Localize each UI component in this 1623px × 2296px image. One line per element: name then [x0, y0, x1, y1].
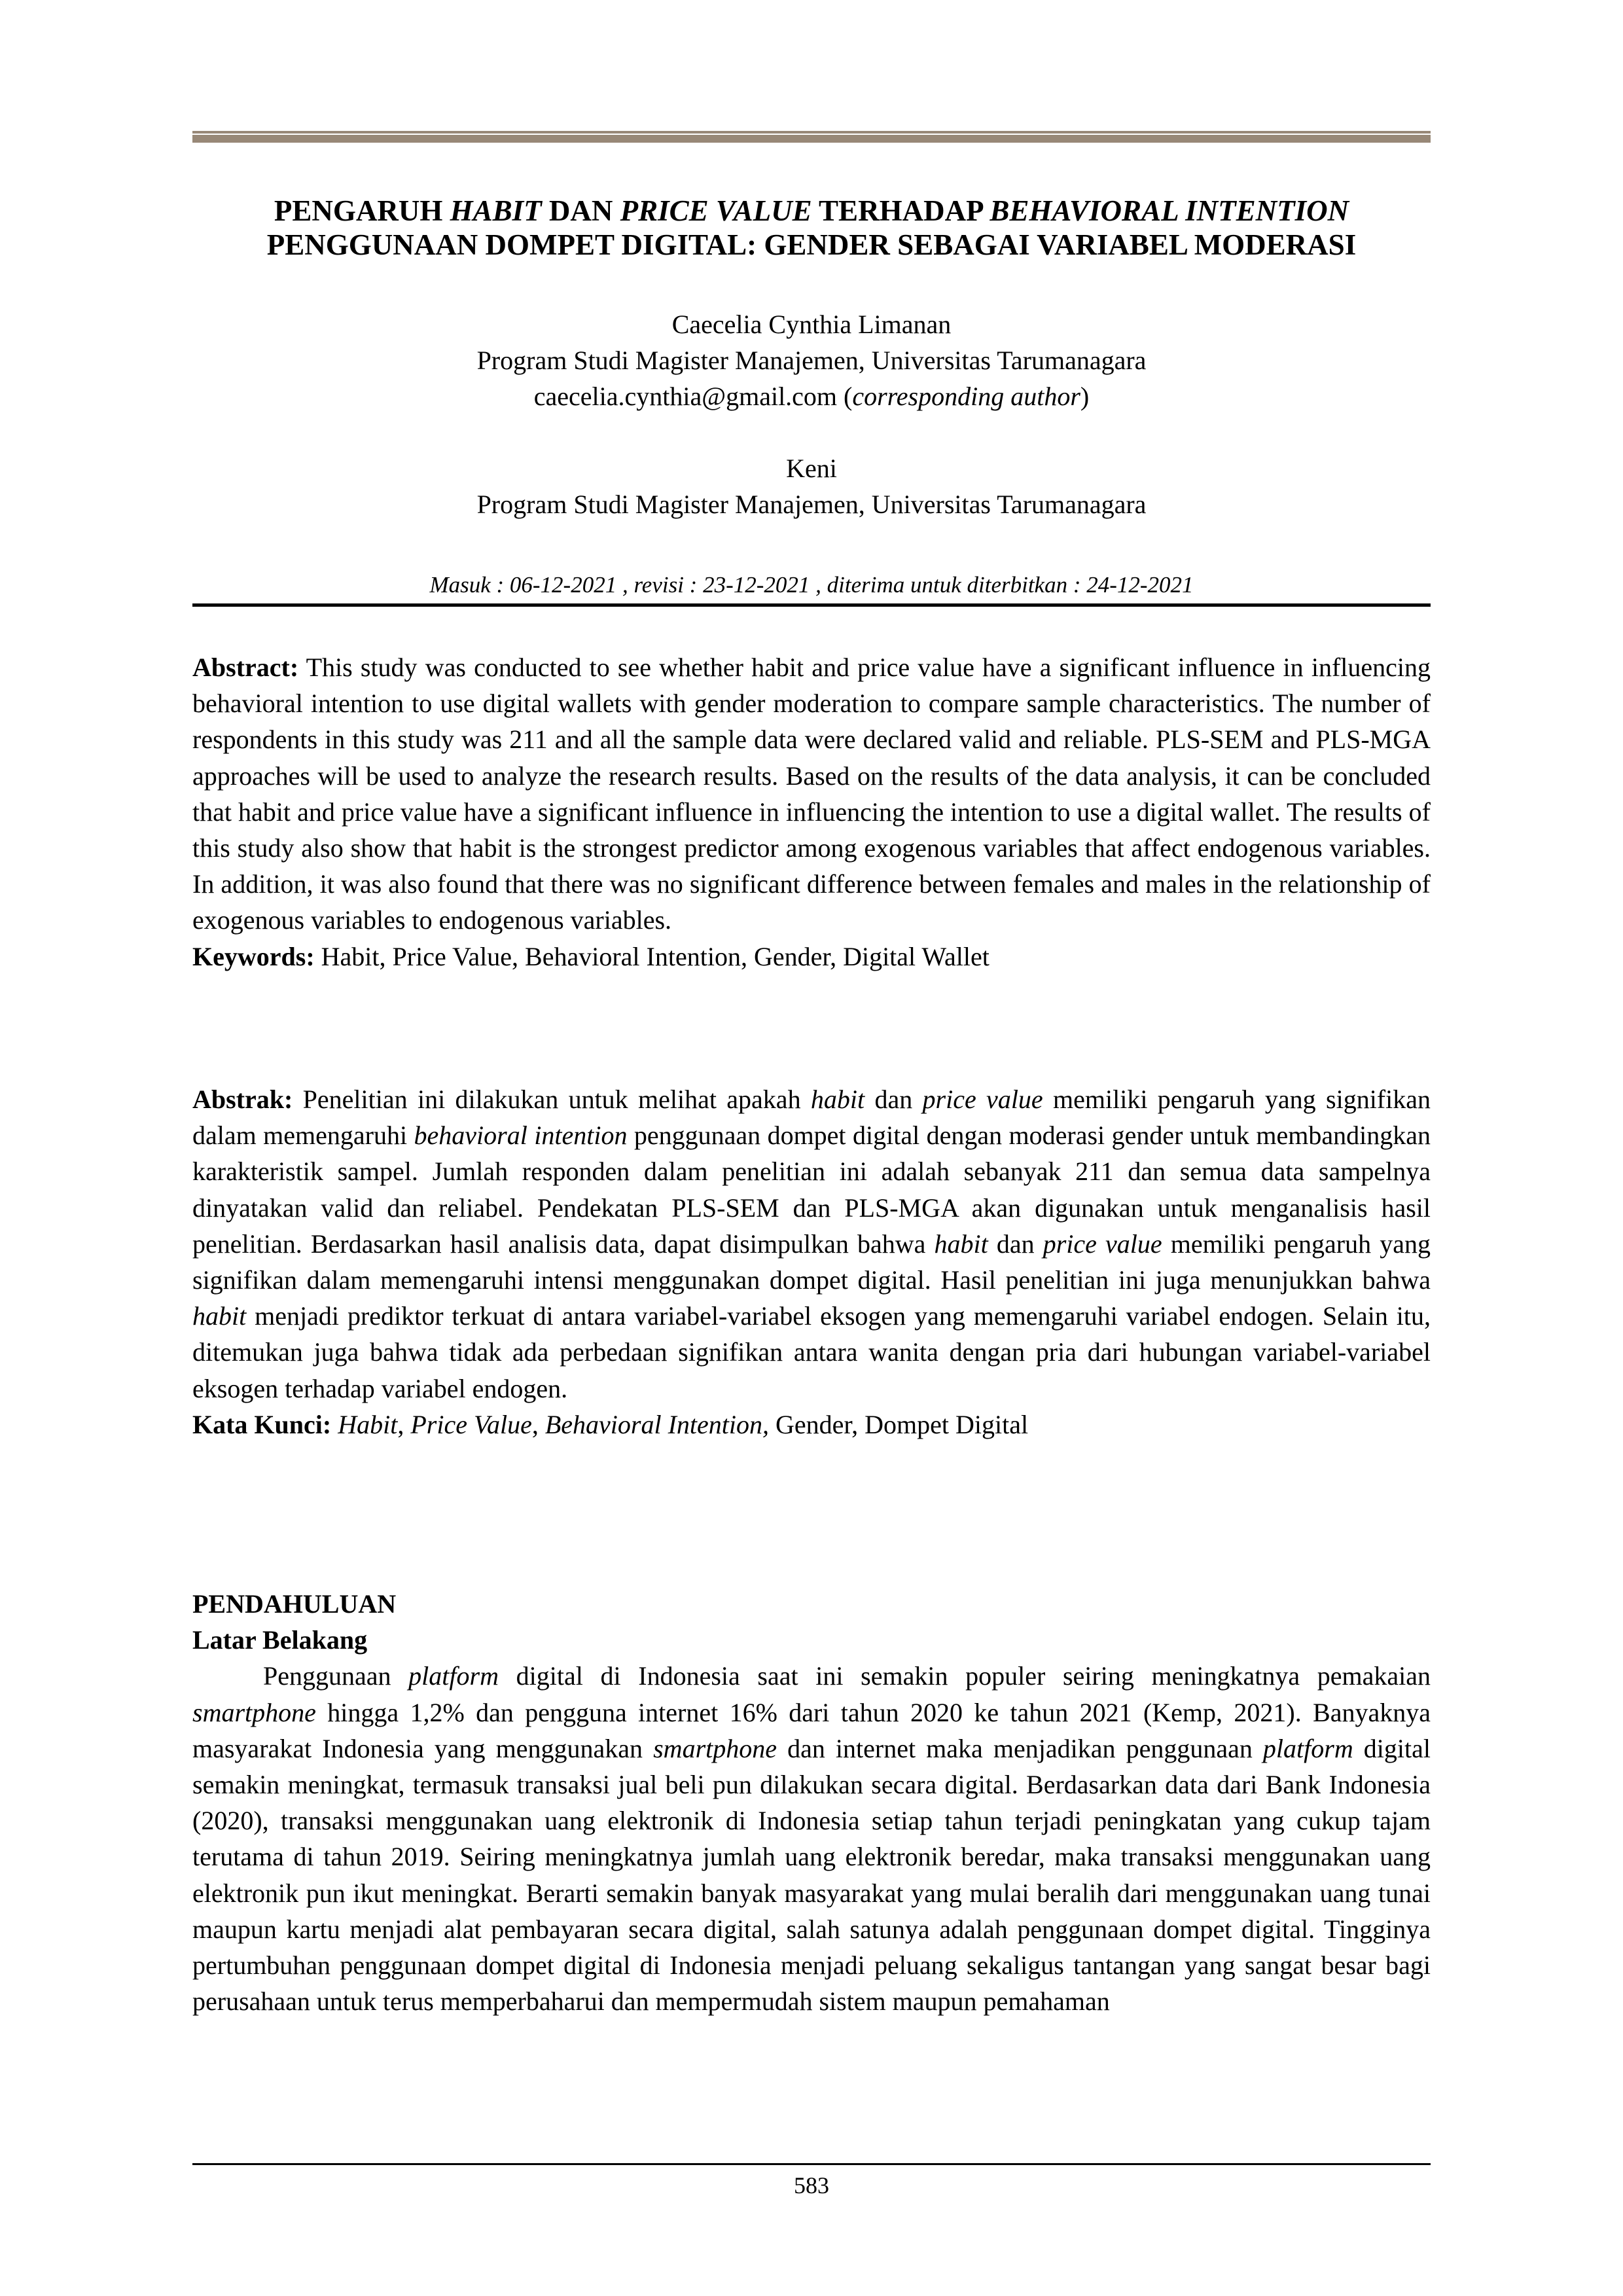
footer-divider: [192, 2163, 1431, 2165]
abstrak-label: Abstrak:: [192, 1085, 293, 1114]
corresponding-author-note: corresponding author: [852, 382, 1080, 411]
keywords-line: Keywords: Habit, Price Value, Behavioral Intention, Gender, Digital Wallet: [192, 941, 990, 971]
author-email[interactable]: caecelia.cynthia@gmail.com: [533, 382, 838, 411]
author-gap: [192, 414, 1431, 450]
abstract-indonesian: [192, 1081, 1431, 1443]
abstrak-paragraph: Abstrak: Penelitian ini dilakukan untuk melihat apakah habit dan price value memiliki pengaruh yang signifikan dalam memengaruhi behavioral intention penggunaan dompet digital dengan moderasi gender untuk membandingkan karakteristik sampel. Jumlah responden dalam penelitian ini adalah sebanyak 211 dan semua data sampelnya dinyatakan valid dan reliabel. Pendekatan PLS-SEM dan PLS-MGA akan digunakan untuk menganalisis hasil penelitian. Berdasarkan hasil analisis data, dapat disimpulkan bahwa habit dan price value memiliki pengaruh yang signifikan dalam memengaruhi intensi menggunakan dompet digital. Hasil penelitian ini juga menunjukkan bahwa habit menjadi prediktor terkuat di antara variabel-variabel eksogen yang memengaruhi variabel endogen. Selain itu, ditemukan juga bahwa tidak ada perbedaan signifikan antara wanita dengan pria dari hubungan variabel-variabel eksogen terhadap variabel endogen.: [192, 1085, 1431, 1403]
author-name: Keni: [786, 454, 837, 483]
kata-kunci-label: Kata Kunci:: [192, 1409, 332, 1439]
paper-title: [192, 194, 1431, 262]
subsection-heading: Latar Belakang: [192, 1625, 368, 1655]
author-affiliation: Program Studi Magister Manajemen, Universitas Tarumanagara: [476, 346, 1147, 375]
author-name: Caecelia Cynthia Limanan: [671, 310, 952, 339]
page-number: 583: [794, 2172, 829, 2198]
section-heading: PENDAHULUAN: [192, 1589, 397, 1619]
keywords-label: Keywords:: [192, 941, 315, 971]
kata-kunci-line: Kata Kunci: Habit, Price Value, Behavioral Intention, Gender, Dompet Digital: [192, 1409, 1029, 1439]
header-divider: [192, 603, 1431, 607]
submission-dates: Masuk : 06-12-2021 , revisi : 23-12-2021 , diterima untuk diterbitkan : 24-12-2021: [429, 572, 1194, 598]
author-affiliation: Program Studi Magister Manajemen, Universitas Tarumanagara: [476, 490, 1147, 519]
abstract-paragraph: Abstract: This study was conducted to see whether habit and price value have a significant influence in influencing behavioral intention to use digital wallets with gender moderation to compare sample characteristics. The number of respondents in this study was 211 and all the sample data were declared valid and reliable. PLS-SEM and PLS-MGA approaches will be used to analyze the research results. Based on the results of the data analysis, it can be concluded that habit and price value have a significant influence in influencing the intention to use a digital wallet. The results of this study also show that habit is the strongest predictor among exogenous variables that affect endogenous variables. In addition, it was also found that there was no significant difference between females and males in the relationship of exogenous variables to endogenous variables.: [192, 653, 1431, 935]
body-paragraph: Penggunaan platform digital di Indonesia saat ini semakin populer seiring meningkatnya pemakaian smartphone hingga 1,2% dan pengguna internet 16% dari tahun 2020 ke tahun 2021 (Kemp, 2021). Banyaknya masyarakat Indonesia yang menggunakan smartphone dan internet maka menjadikan penggunaan platform digital semakin meningkat, termasuk transaksi jual beli pun dilakukan secara digital. Berdasarkan data dari Bank Indonesia (2020), transaksi menggunakan uang elektronik di Indonesia setiap tahun terjadi peningkatan yang cukup tajam terutama di tahun 2019. Seiring meningkatnya jumlah uang elektronik beredar, maka transaksi menggunakan uang elektronik pun ikut meningkat. Berarti semakin banyak masyarakat yang mulai beralih dari menggunakan uang tunai maupun kartu menjadi alat pembayaran secara digital, salah satunya adalah penggunaan dompet digital. Tingginya pertumbuhan penggunaan dompet digital di Indonesia menjadi peluang sekaligus tantangan yang sangat besar bagi perusahaan untuk terus memperbaharui dan mempermudah sistem maupun pemahaman: [192, 1661, 1431, 2017]
header-rule-thin: [192, 131, 1431, 134]
title-line-2: PENGGUNAAN DOMPET DIGITAL: GENDER SEBAGAI VARIABEL MODERASI: [266, 228, 1357, 261]
header-rule-thick: [192, 135, 1431, 143]
title-line-1: PENGARUH HABIT DAN PRICE VALUE TERHADAP BEHAVIORAL INTENTION: [274, 194, 1349, 227]
section-pendahuluan: [192, 1586, 1431, 2019]
author-email-line: caecelia.cynthia@gmail.com (corresponding author): [533, 382, 1090, 411]
abstract-english: [192, 649, 1431, 975]
abstract-label: Abstract:: [192, 653, 299, 682]
author-block: [192, 306, 1431, 522]
